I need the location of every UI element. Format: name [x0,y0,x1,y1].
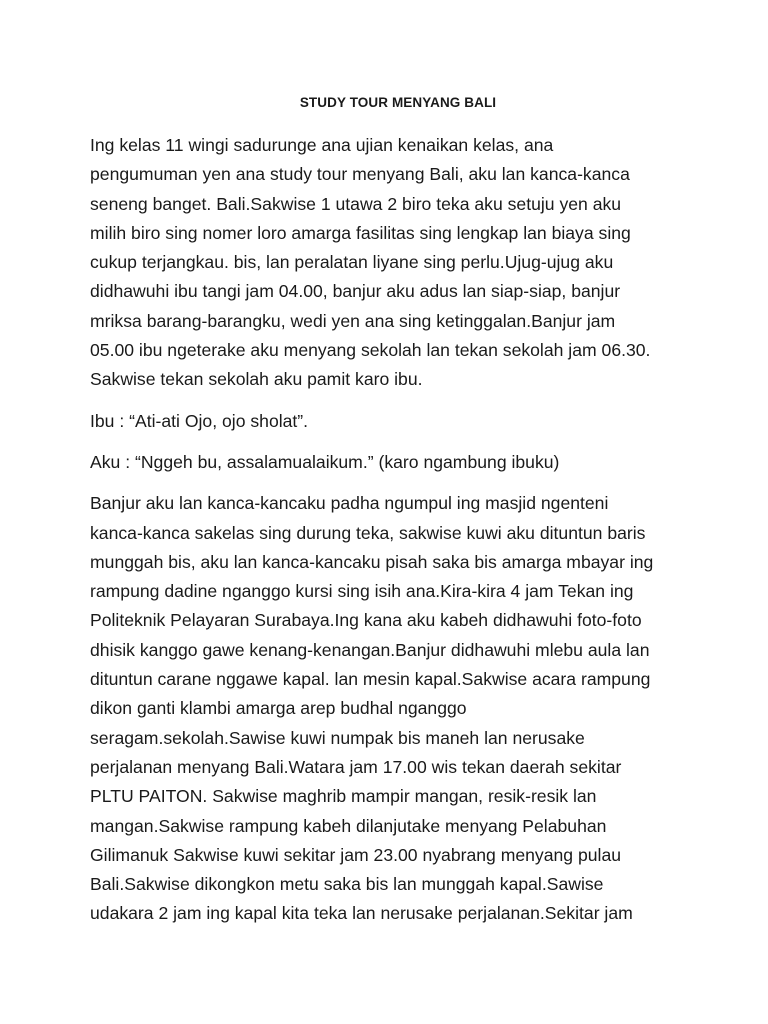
document-title: STUDY TOUR MENYANG BALI [299,95,497,110]
text-line: udakara 2 jam ing kapal kita teka lan nerusake perjalanan.Sekitar jam [90,903,633,924]
document-page [90,93,690,941]
text-line: 05.00 ibu ngeterake aku menyang sekolah lan tekan sekolah jam 06.30. [90,340,651,361]
text-line: seneng banget. Bali.Sakwise 1 utawa 2 biro teka aku setuju yen aku [90,193,622,214]
text-line: dhisik kanggo gawe kenang-kenangan.Banjur didhawuhi mlebu aula lan [90,639,650,660]
text-line: perjalanan menyang Bali.Watara jam 17.00 wis tekan daerah sekitar [90,756,622,777]
paragraph-1 [90,131,690,395]
paragraph-4 [90,489,690,928]
text-line: Gilimanuk Sakwise kuwi sekitar jam 23.00 nyabrang menyang pulau [90,844,622,865]
paragraph-3 [90,448,690,477]
text-line: cukup terjangkau. bis, lan peralatan liyane sing perlu.Ujug-ujug aku [90,252,614,273]
text-line: kanca-kanca sakelas sing durung teka, sakwise kuwi aku dituntun baris [90,522,646,543]
text-line: mriksa barang-barangku, wedi yen ana sing ketinggalan.Banjur jam [90,310,616,331]
text-line: didhawuhi ibu tangi jam 04.00, banjur aku adus lan siap-siap, banjur [90,281,621,302]
text-line: dituntun carane nggawe kapal. lan mesin kapal.Sakwise acara rampung [90,669,651,690]
text-line: dikon ganti klambi amarga arep budhal nganggo [90,698,467,719]
text-line: milih biro sing nomer loro amarga fasilitas sing lengkap lan biaya sing [90,222,631,243]
text-line: mangan.Sakwise rampung kabeh dilanjutake menyang Pelabuhan [90,815,607,836]
text-line: rampung dadine nganggo kursi sing isih ana.Kira-kira 4 jam Tekan ing [90,581,634,602]
text-line: Banjur aku lan kanca-kancaku padha ngumpul ing masjid ngenteni [90,493,609,514]
text-line: pengumuman yen ana study tour menyang Bali, aku lan kanca-kanca [90,164,630,185]
text-line: Sakwise tekan sekolah aku pamit karo ibu. [90,369,423,390]
text-line: seragam.sekolah.Sawise kuwi numpak bis maneh lan nerusake [90,727,585,748]
text-line: Ing kelas 11 wingi sadurunge ana ujian kenaikan kelas, ana [90,135,554,155]
text-line: PLTU PAITON. Sakwise maghrib mampir mangan, resik-resik lan [90,786,597,807]
text-line: Politeknik Pelayaran Surabaya.Ing kana aku kabeh didhawuhi foto-foto [90,610,642,631]
paragraph-2 [90,407,690,436]
text-line: Bali.Sakwise dikongkon metu saka bis lan munggah kapal.Sawise [90,874,604,895]
text-line: Aku : “Nggeh bu, assalamualaikum.” (karo ngambung ibuku) [90,451,560,472]
text-line: munggah bis, aku lan kanca-kancaku pisah saka bis amarga mbayar ing [90,551,654,572]
text-line: Ibu : “Ati-ati Ojo, ojo sholat”. [90,410,309,431]
